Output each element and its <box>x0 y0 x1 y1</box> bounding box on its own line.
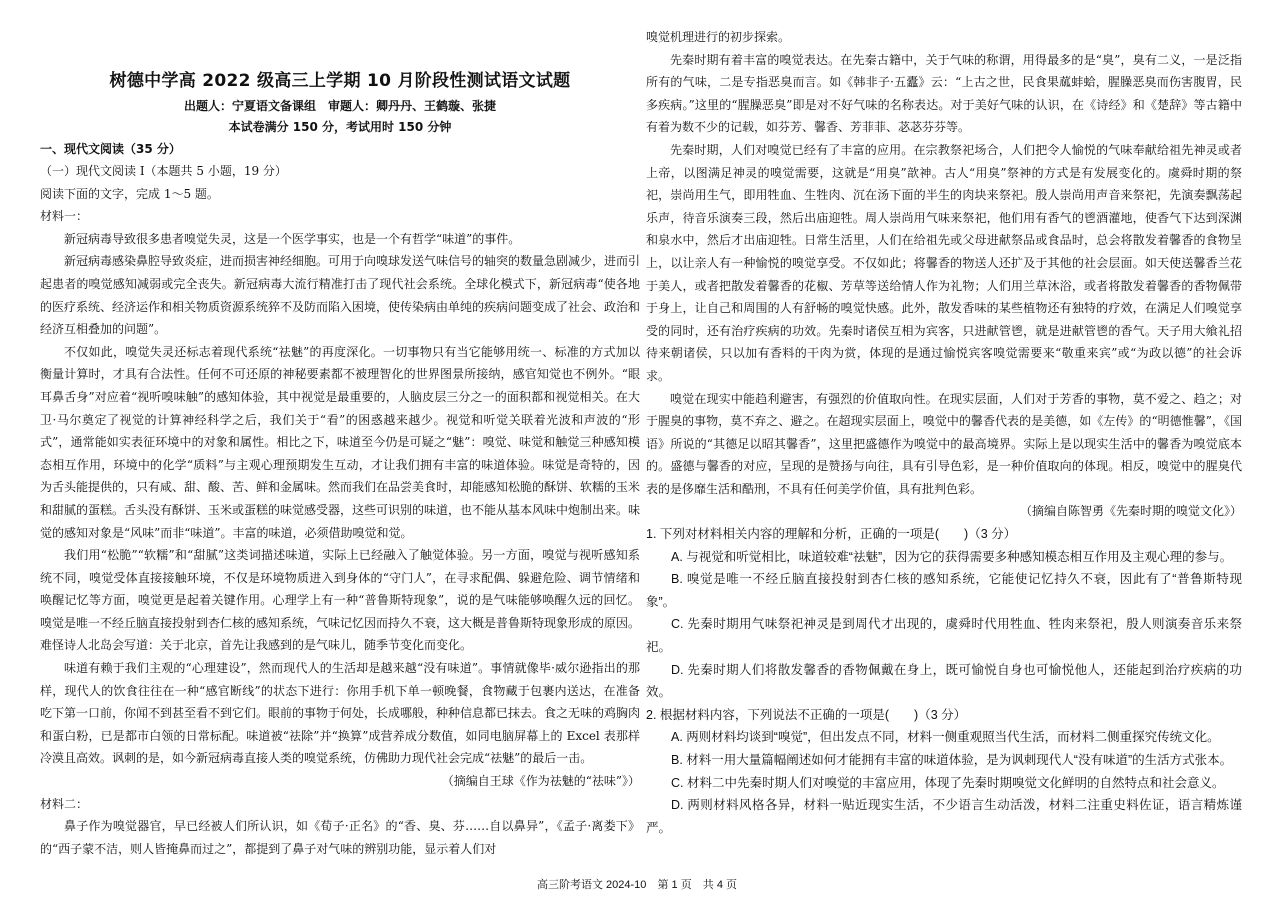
material-2-paragraph: 先秦时期有着丰富的嗅觉表达。在先秦古籍中，关于气味的称谓，用得最多的是“臭”，臭有二义，一是泛指所有的气味，二是专指恶臭而言。如《韩非子·五蠹》云：“上古之世，民食果蓏蚌蛤，腥臊恶臭而伤害腹胃，民多疾病。”这里的“腥臊恶臭”即是对不好气味的名称表达。对于美好气味的认识，在《诗经》和《楚辞》等古籍中有着为数不少的记载，如芬芳、馨香、芳菲菲、苾苾芬芬等。 <box>646 52 1242 135</box>
material-1-paragraph: 我们用“松脆”“软糯”和“甜腻”这类词描述味道，实际上已经融入了触觉体验。另一方面，嗅觉与视听感知系统不同，嗅觉受体直接接触环境，不仅是环境物质进入到身体的“守门人”，在寻求配偶、躲避危险、调节情绪和唤醒记忆等方面，嗅觉更是起着关键作用。心理学上有一种“普鲁斯特现象”，说的是气味能够唤醒久远的回忆。嗅觉是唯一不经丘脑直接投射到杏仁核的感知系统，气味记忆因而持久不衰，这大概是普鲁斯特现象形成的原因。难怪诗人北岛会写道：关于北京，首先让我感到的是气味儿，随季节变化而变化。 <box>40 548 641 653</box>
material-1-label: 材料一： <box>40 209 89 224</box>
page-footer <box>0 876 1274 892</box>
question-option: A. 与视觉和听觉相比，味道较难“祛魅”，因为它的获得需要多种感知模态相互作用及主观心理的参与。 <box>671 549 1233 564</box>
right-column <box>646 26 1242 839</box>
instruction: 阅读下面的文字，完成 1～5 题。 <box>40 186 219 201</box>
material-2-label: 材料二： <box>40 796 89 811</box>
material-2-paragraph: 鼻子作为嗅觉器官，早已经被人们所认识，如《荀子·正名》的“香、臭、芬……自以鼻异”，《孟子·离娄下》的“西子蒙不洁，则人皆掩鼻而过之”，都提到了鼻子对气味的辨别功能，显示着人们对 <box>40 819 640 856</box>
question-option: A. 两则材料均谈到“嗅觉”，但出发点不同，材料一侧重观照当代生活，而材料二侧重探究传统文化。 <box>671 730 1220 745</box>
question-stem: 2. 根据材料内容，下列说法不正确的一项是( )（3 分） <box>646 707 967 722</box>
material-2-paragraph: 先秦时期，人们对嗅觉已经有了丰富的应用。在宗教祭祀场合，人们把令人愉悦的气味奉献给祖先神灵或者上帝，以图满足神灵的嗅觉需要，这就是“用臭”歆神。古人“用臭”祭神的方式是有发展变化的。虞舜时期的祭祀，崇尚用生气，即用牲血、生牲肉、沉在汤下面的半生的肉块来祭祀。殷人崇尚用声音来祭祀，先演奏飘荡起乐声，待音乐演奏三段，然后出庙迎牲。周人崇尚用气味来祭祀，他们用有香气的鬯酒灌地，使香气下达到深渊和泉水中，然后才出庙迎牲。日常生活里，人们在给祖先或父母进献祭品或食品时，总会将散发着馨香的食物呈上，以让亲人有一种愉悦的嗅觉享受。不仅如此；将馨香的物送人还扩及于其他的社会层面。如天使送馨香兰花于美人，或者把散发着馨香的花椒、芳草等送给情人作为礼物；人们用兰草沐浴，或者将散发着馨香的香物佩带于身上，让自己和周围的人有舒畅的嗅觉快感。此外，散发香味的某些植物还有独特的疗效，在满足人们嗅觉享受的同时，还有治疗疾病的功效。先秦时诸侯互相为宾客，只进献管鬯，就是进献管鬯的香气。天子用大飨礼招待来朝诸侯，只以加有香料的干肉为赏，体现的是通过愉悦宾客嗅觉需要来“敬重来宾”或“为政以德”的社会诉求。 <box>646 142 1242 383</box>
material-1-paragraph: 新冠病毒感染鼻腔导致炎症，进而损害神经细胞。可用于向嗅球发送气味信号的轴突的数量急剧减少，进而引起患者的嗅觉感知减弱或完全丧失。新冠病毒大流行精准打击了现代社会系统。全球化模式下，新冠病毒“使各地的医疗系统、经济运作和相关物质资源系统猝不及防而陷入困境，使传染病由单纯的疾病问题变成了社会、政治和经济互相叠加的问题”。 <box>40 254 641 337</box>
sub-heading: （一）现代文阅读 I（本题共 5 小题，19 分） <box>40 164 287 178</box>
footer-page: 第 1 页 <box>657 879 692 891</box>
footer-course: 高三阶考语文 2024-10 <box>536 879 647 891</box>
material-1-paragraph: 味道有赖于我们主观的“心理建设”，然而现代人的生活却是越来越“没有味道”。事情就像毕·威尔逊指出的那样，现代人的饮食往往在一种“感官断线”的状态下进行：你用手机下单一顿晚餐，食物藏于包裹内送达，在准备吃下第一口前，你闻不到甚至看不到它们。眼前的事物于何处，长成哪般，种种信息都已抹去。食之无味的鸡胸肉和蛋白粉，已是都市白领的日常标配。味道被“祛除”并“换算”成营养成分数值，如同电脑屏幕上的 Excel 表那样冷漠且高效。讽刺的是，如今新冠病毒直接人类的嗅觉系统，仿佛助力现代社会完成“祛魅”的最后一击。 <box>40 661 641 766</box>
question-option: C. 先秦时期用气味祭祀神灵是到周代才出现的，虞舜时代用牲血、牲肉来祭祀，殷人则演奏音乐来祭祀。 <box>646 617 1242 655</box>
page-title: 树德中学高 2022 级高三上学期 10 月阶段性测试语文试题 <box>109 71 571 91</box>
material-2-source: （摘编自陈智勇《先秦时期的嗅觉文化》） <box>1019 504 1242 519</box>
section-heading: 一、现代文阅读（35 分） <box>40 142 181 156</box>
material-1-paragraph: 不仅如此，嗅觉失灵还标志着现代系统“祛魅”的再度深化。一切事物只有当它能够用统一、标准的方式加以衡量计算时，才具有合法性。任何不可还原的神秘要素都不被理智化的世界图景所接纳，感官知觉也不例外。“眼耳鼻舌身”对应着“视听嗅味触”的感知体验，其中视觉是最重要的，人脑皮层三分之一的面积都和视觉相关。在大卫·马尔奠定了视觉的计算神经科学之后，我们关于“看”的困惑越来越少。视觉和听觉关联着光波和声波的“形式”，通常能如实表征环境中的对象和属性。相比之下，味道至今仍是可疑之“魅”：嗅觉、味觉和触觉三种感知模态相互作用，环境中的化学“质料”与主观心理预期发生互动，才让我们拥有丰富的味道体验。味觉是奇特的，因为舌头能提供的，只有咸、甜、酸、苦、鲜和金属味。然而我们在品尝美食时，却能感知松脆的酥饼、软糯的玉米和甜腻的蛋糕。舌头没有酥饼、玉米或蛋糕的味觉感受器，这些可识别的味道，也不能从基本风味中炮制出来。味觉的感知对象是“风味”而非“味道”。丰富的味道，必须借助嗅觉和觉。 <box>40 344 641 540</box>
question-stem: 1. 下列对材料相关内容的理解和分析，正确的一项是( )（3 分） <box>646 527 1017 542</box>
question-1 <box>646 523 1242 704</box>
question-option: B. 嗅觉是唯一不经丘脑直接投射到杏仁核的感知系统，它能使记忆持久不衰，因此有了“普鲁斯特现象”。 <box>646 572 1242 609</box>
question-2 <box>646 704 1242 840</box>
question-option: C. 材料二中先秦时期人们对嗅觉的丰富应用，体现了先秦时期嗅觉文化鲜明的自然特点和社会意义。 <box>671 775 1225 790</box>
authors-line: 出题人：宁夏语文备课组 审题人：卿丹丹、王鹤璇、张捷 <box>183 99 496 113</box>
material-2-paragraph: 嗅觉机理进行的初步探索。 <box>646 30 791 44</box>
question-option: D. 先秦时期人们将散发馨香的香物佩戴在身上，既可愉悦自身也可愉悦他人，还能起到治疗疾病的功效。 <box>646 662 1242 700</box>
material-1-source: （摘编自王球《作为祛魅的“祛味”》） <box>441 774 640 789</box>
material-2-paragraph: 嗅觉在现实中能趋利避害，有强烈的价值取向性。在现实层面，人们对于芳香的事物，莫不爱之、趋之；对于腥臭的事物，莫不弃之、避之。在超现实层面上，嗅觉中的馨香代表的是美德，如《左传》的“明德惟馨”，《国语》所说的“其德足以昭其馨香”，这里把盛德作为嗅觉中的最高境界。实际上是以现实生活中的馨香为嗅觉底本的。盛德与馨香的对应，呈现的是赞扬与向往，具有引导色彩，是一种价值取向的体现。相反，嗅觉中的腥臭代表的是侈靡生活和酷刑，不具有任何美学价值，具有批判色彩。 <box>646 391 1242 496</box>
left-body <box>40 138 640 860</box>
footer-total: 共 4 页 <box>702 879 738 891</box>
exam-info: 本试卷满分 150 分，考试用时 150 分钟 <box>228 120 452 134</box>
question-option: B. 材料一用大量篇幅阐述如何才能拥有丰富的味道体验，是为讽刺现代人“没有味道”的生活方式张本。 <box>671 753 1233 767</box>
question-option: D. 两则材料风格各异，材料一贴近现实生活，不少语言生动活泼，材料二注重史料佐证，语言精炼谨严。 <box>646 798 1242 835</box>
material-1-paragraph: 新冠病毒导致很多患者嗅觉失灵，这是一个医学事实，也是一个有哲学“味道”的事件。 <box>64 231 521 246</box>
